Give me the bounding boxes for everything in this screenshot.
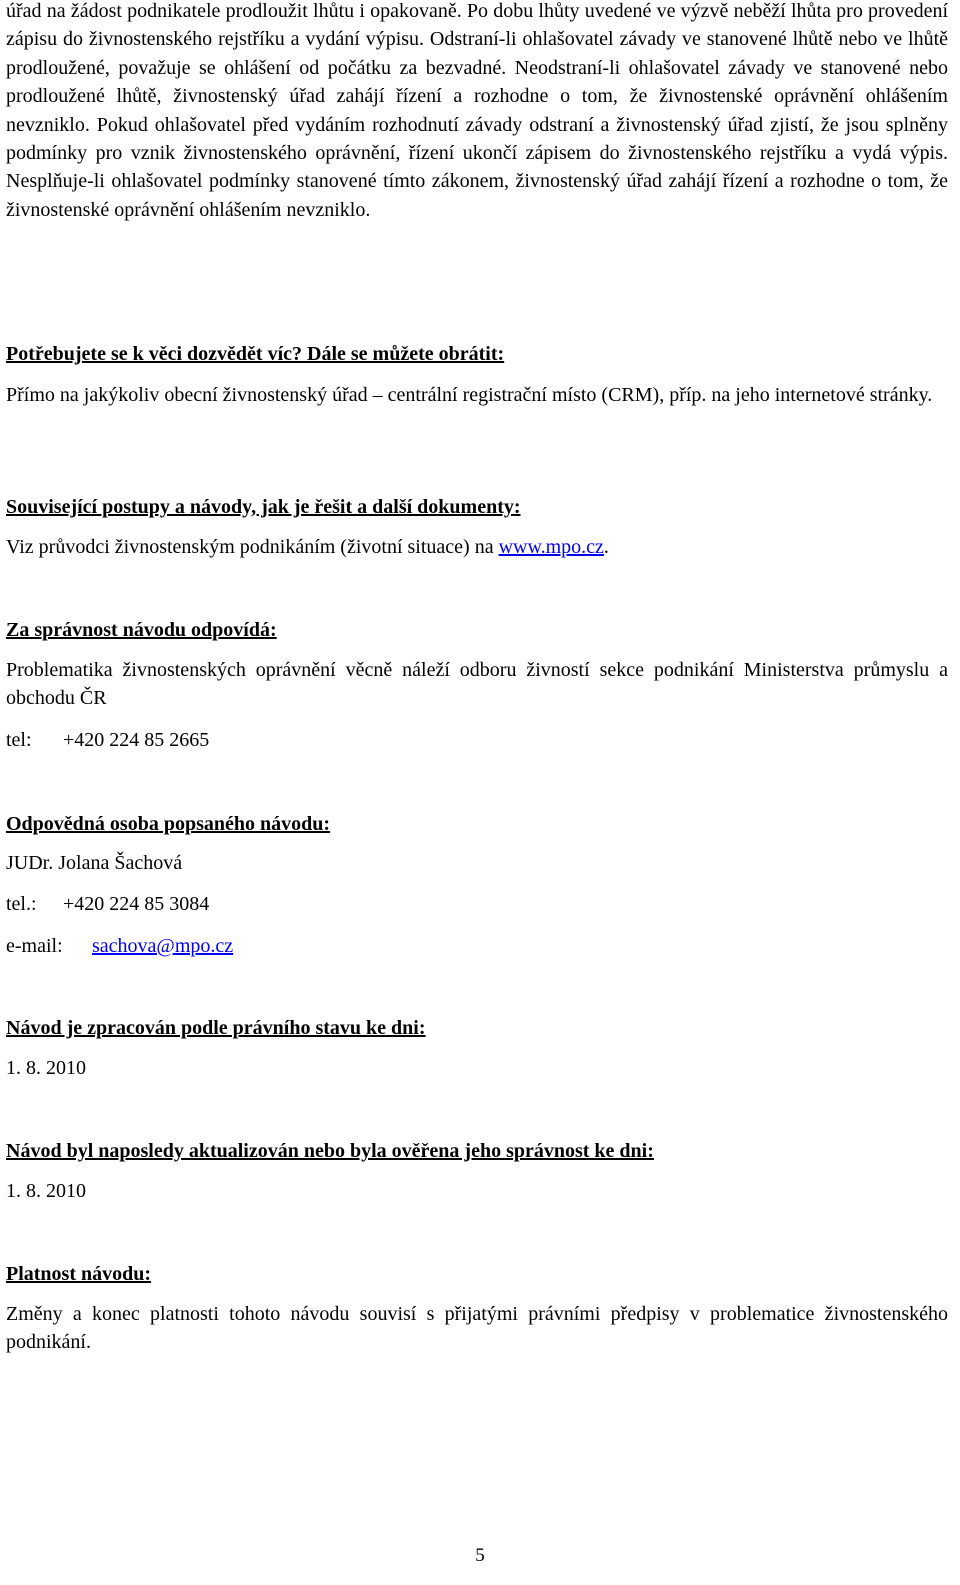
page-number: 5 <box>475 1545 485 1566</box>
tel-value: +420 224 85 3084 <box>63 893 210 915</box>
related-text-before: Viz průvodci živnostenským podnikáním (životní situace) na <box>6 536 499 558</box>
validity-heading: Platnost návodu: <box>6 1263 152 1285</box>
more-info-text: Přímo na jakýkoliv obecní živnostenský úřad – centrální registrační místo (CRM), příp. na jeho internetové stránky. <box>6 384 933 406</box>
intro-paragraph: úřad na žádost podnikatele prodloužit lhůtu i opakovaně. Po dobu lhůty uvedené ve výzvě neběží lhůta pro provedení zápisu do živnostenského rejstříku a vydání výpisu. Odstraní-li ohlašovatel závady ve stanovené lhůtě nebo ve lhůtě prodloužené, považuje se ohlášení od počátku za bezvadné. Neodstraní-li ohlašovatel závady ve stanovené nebo prodloužené lhůtě, živnostenský úřad zahájí řízení a rozhodne o tom, že živnostenské oprávnění ohlášením nevzniklo. Pokud ohlašovatel před vydáním rozhodnutí závady odstraní a živnostenský úřad zjistí, že jsou splněny podmínky pro vznik živnostenského oprávnění, řízení ukončí zápisem do živnostenského rejstříku a vydá výpis. Nesplňuje-li ohlašovatel podmínky stanovené tímto zákonem, živnostenský úřad zahájí řízení a rozhodne o tom, že živnostenské oprávnění ohlášením nevzniklo. <box>6 0 948 221</box>
email-link[interactable]: sachova@mpo.cz <box>92 935 234 957</box>
last-update-date: 1. 8. 2010 <box>6 1180 86 1202</box>
responsible-body-phone <box>6 726 209 754</box>
related-text-after: . <box>603 536 609 558</box>
responsible-body-text: Problematika živnostenských oprávnění věcně náleží odboru živností sekce podnikání Ministerstva průmyslu a obchodu ČR <box>6 659 948 710</box>
more-info-heading: Potřebujete se k věci dozvědět víc? Dále se můžete obrátit: <box>6 343 505 365</box>
tel-label: tel: <box>6 729 32 751</box>
responsible-person-heading: Odpovědná osoba popsaného návodu: <box>6 813 331 835</box>
responsible-body-heading: Za správnost návodu odpovídá: <box>6 619 277 641</box>
tel-value: +420 224 85 2665 <box>63 729 210 751</box>
mpo-website-link[interactable]: www.mpo.cz <box>498 536 604 558</box>
tel-label: tel.: <box>6 893 37 915</box>
email-label: e-mail: <box>6 935 63 957</box>
related-heading: Související postupy a návody, jak je řešit a další dokumenty: <box>6 496 521 518</box>
legal-state-heading: Návod je zpracován podle právního stavu ke dni: <box>6 1017 426 1039</box>
last-update-heading: Návod byl naposledy aktualizován nebo byla ověřena jeho správnost ke dni: <box>6 1140 654 1162</box>
related-text <box>6 533 609 561</box>
legal-state-date: 1. 8. 2010 <box>6 1057 86 1079</box>
responsible-person-phone <box>6 890 209 918</box>
validity-text: Změny a konec platnosti tohoto návodu souvisí s přijatými právními předpisy v problematice živnostenského podnikání. <box>6 1303 948 1354</box>
responsible-person-name: JUDr. Jolana Šachová <box>6 852 183 874</box>
responsible-person-email <box>6 932 233 960</box>
